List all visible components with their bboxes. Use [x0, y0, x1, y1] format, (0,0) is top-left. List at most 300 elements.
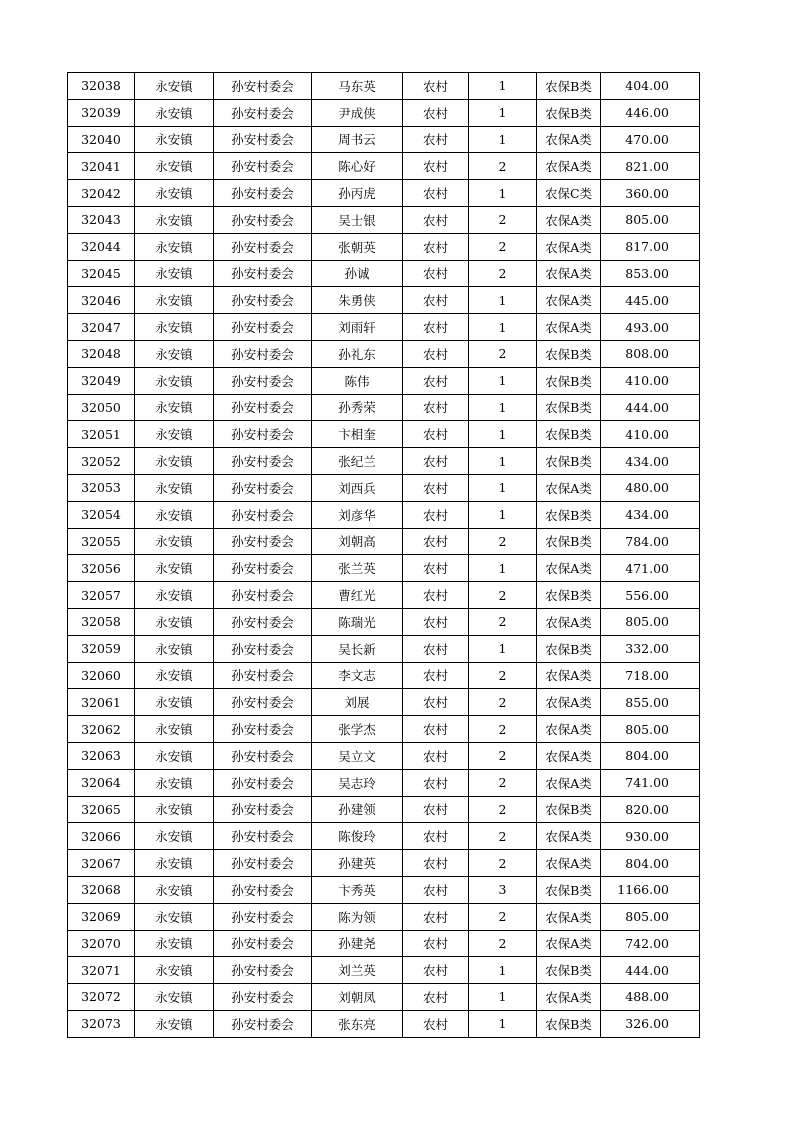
record-id-cell: 32062	[68, 716, 135, 743]
name-cell: 陈伟	[312, 367, 403, 394]
area-type-cell: 农村	[403, 180, 469, 207]
household-count-cell: 1	[469, 73, 537, 100]
town-cell: 永安镇	[135, 742, 214, 769]
category-cell: 农保B类	[537, 796, 601, 823]
village-committee-cell: 孙安村委会	[214, 635, 312, 662]
area-type-cell: 农村	[403, 394, 469, 421]
area-type-cell: 农村	[403, 903, 469, 930]
table-row	[68, 635, 700, 662]
record-id-cell: 32043	[68, 206, 135, 233]
category-cell: 农保A类	[537, 903, 601, 930]
category-cell: 农保B类	[537, 528, 601, 555]
town-cell: 永安镇	[135, 126, 214, 153]
record-id-cell: 32038	[68, 73, 135, 100]
record-id-cell: 32053	[68, 474, 135, 501]
table-row	[68, 314, 700, 341]
village-committee-cell: 孙安村委会	[214, 474, 312, 501]
village-committee-cell: 孙安村委会	[214, 555, 312, 582]
town-cell: 永安镇	[135, 314, 214, 341]
name-cell: 孙秀荣	[312, 394, 403, 421]
category-cell: 农保B类	[537, 73, 601, 100]
village-committee-cell: 孙安村委会	[214, 582, 312, 609]
name-cell: 刘朝高	[312, 528, 403, 555]
town-cell: 永安镇	[135, 635, 214, 662]
amount-cell: 718.00	[601, 662, 700, 689]
record-id-cell: 32061	[68, 689, 135, 716]
table-row	[68, 260, 700, 287]
area-type-cell: 农村	[403, 367, 469, 394]
town-cell: 永安镇	[135, 876, 214, 903]
town-cell: 永安镇	[135, 180, 214, 207]
table-row	[68, 582, 700, 609]
village-committee-cell: 孙安村委会	[214, 823, 312, 850]
record-id-cell: 32058	[68, 608, 135, 635]
record-id-cell: 32045	[68, 260, 135, 287]
table-row	[68, 662, 700, 689]
household-count-cell: 1	[469, 1010, 537, 1037]
town-cell: 永安镇	[135, 662, 214, 689]
household-count-cell: 2	[469, 769, 537, 796]
area-type-cell: 农村	[403, 1010, 469, 1037]
name-cell: 卞相奎	[312, 421, 403, 448]
category-cell: 农保A类	[537, 984, 601, 1011]
category-cell: 农保A类	[537, 233, 601, 260]
town-cell: 永安镇	[135, 287, 214, 314]
area-type-cell: 农村	[403, 608, 469, 635]
table-row	[68, 233, 700, 260]
area-type-cell: 农村	[403, 206, 469, 233]
area-type-cell: 农村	[403, 126, 469, 153]
area-type-cell: 农村	[403, 957, 469, 984]
table-row	[68, 930, 700, 957]
table-row	[68, 206, 700, 233]
category-cell: 农保A类	[537, 823, 601, 850]
amount-cell: 805.00	[601, 608, 700, 635]
amount-cell: 434.00	[601, 501, 700, 528]
area-type-cell: 农村	[403, 823, 469, 850]
household-count-cell: 1	[469, 180, 537, 207]
village-committee-cell: 孙安村委会	[214, 287, 312, 314]
name-cell: 陈为领	[312, 903, 403, 930]
amount-cell: 853.00	[601, 260, 700, 287]
town-cell: 永安镇	[135, 823, 214, 850]
village-committee-cell: 孙安村委会	[214, 903, 312, 930]
area-type-cell: 农村	[403, 153, 469, 180]
town-cell: 永安镇	[135, 582, 214, 609]
table-row	[68, 528, 700, 555]
household-count-cell: 2	[469, 233, 537, 260]
town-cell: 永安镇	[135, 394, 214, 421]
town-cell: 永安镇	[135, 903, 214, 930]
town-cell: 永安镇	[135, 984, 214, 1011]
area-type-cell: 农村	[403, 716, 469, 743]
category-cell: 农保A类	[537, 716, 601, 743]
amount-cell: 480.00	[601, 474, 700, 501]
category-cell: 农保A类	[537, 769, 601, 796]
category-cell: 农保B类	[537, 367, 601, 394]
table-row	[68, 153, 700, 180]
amount-cell: 446.00	[601, 99, 700, 126]
village-committee-cell: 孙安村委会	[214, 340, 312, 367]
name-cell: 孙诚	[312, 260, 403, 287]
town-cell: 永安镇	[135, 474, 214, 501]
town-cell: 永安镇	[135, 367, 214, 394]
table-row	[68, 99, 700, 126]
village-committee-cell: 孙安村委会	[214, 448, 312, 475]
roster-table	[67, 72, 700, 1038]
area-type-cell: 农村	[403, 930, 469, 957]
record-id-cell: 32071	[68, 957, 135, 984]
name-cell: 孙建英	[312, 850, 403, 877]
category-cell: 农保B类	[537, 635, 601, 662]
town-cell: 永安镇	[135, 233, 214, 260]
name-cell: 张兰英	[312, 555, 403, 582]
amount-cell: 741.00	[601, 769, 700, 796]
name-cell: 刘展	[312, 689, 403, 716]
record-id-cell: 32041	[68, 153, 135, 180]
record-id-cell: 32055	[68, 528, 135, 555]
name-cell: 陈俊玲	[312, 823, 403, 850]
household-count-cell: 2	[469, 850, 537, 877]
table-row	[68, 957, 700, 984]
household-count-cell: 1	[469, 635, 537, 662]
record-id-cell: 32073	[68, 1010, 135, 1037]
record-id-cell: 32042	[68, 180, 135, 207]
household-count-cell: 1	[469, 555, 537, 582]
record-id-cell: 32047	[68, 314, 135, 341]
name-cell: 刘彦华	[312, 501, 403, 528]
amount-cell: 445.00	[601, 287, 700, 314]
name-cell: 马东英	[312, 73, 403, 100]
category-cell: 农保B类	[537, 394, 601, 421]
amount-cell: 471.00	[601, 555, 700, 582]
area-type-cell: 农村	[403, 555, 469, 582]
record-id-cell: 32044	[68, 233, 135, 260]
household-count-cell: 1	[469, 957, 537, 984]
village-committee-cell: 孙安村委会	[214, 930, 312, 957]
household-count-cell: 2	[469, 153, 537, 180]
table-row	[68, 474, 700, 501]
category-cell: 农保B类	[537, 582, 601, 609]
table-row	[68, 180, 700, 207]
village-committee-cell: 孙安村委会	[214, 850, 312, 877]
amount-cell: 805.00	[601, 206, 700, 233]
name-cell: 张学杰	[312, 716, 403, 743]
category-cell: 农保A类	[537, 287, 601, 314]
table-row	[68, 1010, 700, 1037]
amount-cell: 804.00	[601, 850, 700, 877]
area-type-cell: 农村	[403, 73, 469, 100]
household-count-cell: 1	[469, 394, 537, 421]
household-count-cell: 2	[469, 662, 537, 689]
category-cell: 农保C类	[537, 180, 601, 207]
village-committee-cell: 孙安村委会	[214, 742, 312, 769]
name-cell: 张朝英	[312, 233, 403, 260]
category-cell: 农保B类	[537, 340, 601, 367]
table-row	[68, 984, 700, 1011]
amount-cell: 444.00	[601, 957, 700, 984]
village-committee-cell: 孙安村委会	[214, 314, 312, 341]
name-cell: 刘兰英	[312, 957, 403, 984]
table-row	[68, 340, 700, 367]
record-id-cell: 32064	[68, 769, 135, 796]
table-row	[68, 850, 700, 877]
amount-cell: 1166.00	[601, 876, 700, 903]
name-cell: 陈心好	[312, 153, 403, 180]
category-cell: 农保A类	[537, 474, 601, 501]
record-id-cell: 32052	[68, 448, 135, 475]
record-id-cell: 32072	[68, 984, 135, 1011]
category-cell: 农保A类	[537, 850, 601, 877]
household-count-cell: 1	[469, 421, 537, 448]
record-id-cell: 32068	[68, 876, 135, 903]
amount-cell: 742.00	[601, 930, 700, 957]
name-cell: 刘朝凤	[312, 984, 403, 1011]
name-cell: 尹成侠	[312, 99, 403, 126]
record-id-cell: 32050	[68, 394, 135, 421]
record-id-cell: 32065	[68, 796, 135, 823]
amount-cell: 326.00	[601, 1010, 700, 1037]
area-type-cell: 农村	[403, 876, 469, 903]
town-cell: 永安镇	[135, 555, 214, 582]
name-cell: 孙建领	[312, 796, 403, 823]
household-count-cell: 1	[469, 126, 537, 153]
amount-cell: 488.00	[601, 984, 700, 1011]
record-id-cell: 32039	[68, 99, 135, 126]
category-cell: 农保A类	[537, 206, 601, 233]
table-row	[68, 689, 700, 716]
household-count-cell: 2	[469, 260, 537, 287]
household-count-cell: 2	[469, 903, 537, 930]
town-cell: 永安镇	[135, 421, 214, 448]
area-type-cell: 农村	[403, 635, 469, 662]
area-type-cell: 农村	[403, 314, 469, 341]
table-row	[68, 876, 700, 903]
household-count-cell: 2	[469, 742, 537, 769]
amount-cell: 332.00	[601, 635, 700, 662]
category-cell: 农保A类	[537, 662, 601, 689]
table-row	[68, 73, 700, 100]
town-cell: 永安镇	[135, 850, 214, 877]
area-type-cell: 农村	[403, 340, 469, 367]
area-type-cell: 农村	[403, 99, 469, 126]
amount-cell: 434.00	[601, 448, 700, 475]
town-cell: 永安镇	[135, 153, 214, 180]
table-row	[68, 367, 700, 394]
household-count-cell: 2	[469, 340, 537, 367]
table-row	[68, 903, 700, 930]
record-id-cell: 32069	[68, 903, 135, 930]
name-cell: 刘西兵	[312, 474, 403, 501]
table-row	[68, 769, 700, 796]
village-committee-cell: 孙安村委会	[214, 662, 312, 689]
category-cell: 农保B类	[537, 957, 601, 984]
category-cell: 农保B类	[537, 501, 601, 528]
village-committee-cell: 孙安村委会	[214, 126, 312, 153]
amount-cell: 410.00	[601, 421, 700, 448]
household-count-cell: 2	[469, 608, 537, 635]
village-committee-cell: 孙安村委会	[214, 394, 312, 421]
area-type-cell: 农村	[403, 742, 469, 769]
village-committee-cell: 孙安村委会	[214, 957, 312, 984]
village-committee-cell: 孙安村委会	[214, 796, 312, 823]
household-count-cell: 2	[469, 528, 537, 555]
area-type-cell: 农村	[403, 501, 469, 528]
amount-cell: 784.00	[601, 528, 700, 555]
area-type-cell: 农村	[403, 769, 469, 796]
category-cell: 农保A类	[537, 126, 601, 153]
name-cell: 张纪兰	[312, 448, 403, 475]
table-row	[68, 287, 700, 314]
table-row	[68, 394, 700, 421]
village-committee-cell: 孙安村委会	[214, 73, 312, 100]
amount-cell: 444.00	[601, 394, 700, 421]
town-cell: 永安镇	[135, 769, 214, 796]
record-id-cell: 32056	[68, 555, 135, 582]
village-committee-cell: 孙安村委会	[214, 528, 312, 555]
area-type-cell: 农村	[403, 287, 469, 314]
record-id-cell: 32063	[68, 742, 135, 769]
table-row	[68, 555, 700, 582]
record-id-cell: 32051	[68, 421, 135, 448]
amount-cell: 804.00	[601, 742, 700, 769]
name-cell: 朱勇侠	[312, 287, 403, 314]
town-cell: 永安镇	[135, 99, 214, 126]
town-cell: 永安镇	[135, 206, 214, 233]
amount-cell: 805.00	[601, 903, 700, 930]
village-committee-cell: 孙安村委会	[214, 421, 312, 448]
amount-cell: 821.00	[601, 153, 700, 180]
area-type-cell: 农村	[403, 582, 469, 609]
village-committee-cell: 孙安村委会	[214, 233, 312, 260]
area-type-cell: 农村	[403, 421, 469, 448]
name-cell: 李文志	[312, 662, 403, 689]
amount-cell: 404.00	[601, 73, 700, 100]
town-cell: 永安镇	[135, 689, 214, 716]
village-committee-cell: 孙安村委会	[214, 1010, 312, 1037]
town-cell: 永安镇	[135, 957, 214, 984]
town-cell: 永安镇	[135, 340, 214, 367]
household-count-cell: 2	[469, 930, 537, 957]
name-cell: 孙礼东	[312, 340, 403, 367]
household-count-cell: 1	[469, 474, 537, 501]
household-count-cell: 1	[469, 448, 537, 475]
area-type-cell: 农村	[403, 796, 469, 823]
table-row	[68, 742, 700, 769]
category-cell: 农保B类	[537, 99, 601, 126]
record-id-cell: 32070	[68, 930, 135, 957]
area-type-cell: 农村	[403, 260, 469, 287]
area-type-cell: 农村	[403, 662, 469, 689]
area-type-cell: 农村	[403, 689, 469, 716]
name-cell: 吴长新	[312, 635, 403, 662]
village-committee-cell: 孙安村委会	[214, 99, 312, 126]
record-id-cell: 32049	[68, 367, 135, 394]
category-cell: 农保A类	[537, 689, 601, 716]
category-cell: 农保A类	[537, 153, 601, 180]
name-cell: 刘雨轩	[312, 314, 403, 341]
amount-cell: 493.00	[601, 314, 700, 341]
household-count-cell: 3	[469, 876, 537, 903]
table-row	[68, 796, 700, 823]
area-type-cell: 农村	[403, 474, 469, 501]
area-type-cell: 农村	[403, 233, 469, 260]
household-count-cell: 1	[469, 984, 537, 1011]
record-id-cell: 32066	[68, 823, 135, 850]
record-id-cell: 32059	[68, 635, 135, 662]
table-row	[68, 448, 700, 475]
area-type-cell: 农村	[403, 850, 469, 877]
category-cell: 农保A类	[537, 555, 601, 582]
village-committee-cell: 孙安村委会	[214, 769, 312, 796]
area-type-cell: 农村	[403, 448, 469, 475]
name-cell: 孙建尧	[312, 930, 403, 957]
village-committee-cell: 孙安村委会	[214, 608, 312, 635]
village-committee-cell: 孙安村委会	[214, 689, 312, 716]
name-cell: 吴士银	[312, 206, 403, 233]
village-committee-cell: 孙安村委会	[214, 716, 312, 743]
name-cell: 卞秀英	[312, 876, 403, 903]
record-id-cell: 32067	[68, 850, 135, 877]
village-committee-cell: 孙安村委会	[214, 206, 312, 233]
town-cell: 永安镇	[135, 528, 214, 555]
record-id-cell: 32040	[68, 126, 135, 153]
category-cell: 农保B类	[537, 448, 601, 475]
amount-cell: 805.00	[601, 716, 700, 743]
category-cell: 农保B类	[537, 1010, 601, 1037]
town-cell: 永安镇	[135, 448, 214, 475]
village-committee-cell: 孙安村委会	[214, 876, 312, 903]
table-row	[68, 823, 700, 850]
village-committee-cell: 孙安村委会	[214, 501, 312, 528]
household-count-cell: 2	[469, 823, 537, 850]
area-type-cell: 农村	[403, 984, 469, 1011]
amount-cell: 855.00	[601, 689, 700, 716]
household-count-cell: 2	[469, 716, 537, 743]
amount-cell: 808.00	[601, 340, 700, 367]
category-cell: 农保A类	[537, 608, 601, 635]
name-cell: 孙丙虎	[312, 180, 403, 207]
area-type-cell: 农村	[403, 528, 469, 555]
table-row	[68, 608, 700, 635]
category-cell: 农保A类	[537, 930, 601, 957]
record-id-cell: 32046	[68, 287, 135, 314]
village-committee-cell: 孙安村委会	[214, 153, 312, 180]
village-committee-cell: 孙安村委会	[214, 367, 312, 394]
amount-cell: 360.00	[601, 180, 700, 207]
category-cell: 农保A类	[537, 314, 601, 341]
village-committee-cell: 孙安村委会	[214, 984, 312, 1011]
village-committee-cell: 孙安村委会	[214, 260, 312, 287]
category-cell: 农保B类	[537, 876, 601, 903]
table-row	[68, 716, 700, 743]
name-cell: 周书云	[312, 126, 403, 153]
household-count-cell: 1	[469, 314, 537, 341]
record-id-cell: 32054	[68, 501, 135, 528]
household-count-cell: 1	[469, 287, 537, 314]
amount-cell: 470.00	[601, 126, 700, 153]
record-id-cell: 32057	[68, 582, 135, 609]
category-cell: 农保A类	[537, 260, 601, 287]
household-count-cell: 1	[469, 99, 537, 126]
village-committee-cell: 孙安村委会	[214, 180, 312, 207]
name-cell: 陈瑞光	[312, 608, 403, 635]
town-cell: 永安镇	[135, 930, 214, 957]
town-cell: 永安镇	[135, 501, 214, 528]
amount-cell: 820.00	[601, 796, 700, 823]
amount-cell: 930.00	[601, 823, 700, 850]
household-count-cell: 1	[469, 501, 537, 528]
